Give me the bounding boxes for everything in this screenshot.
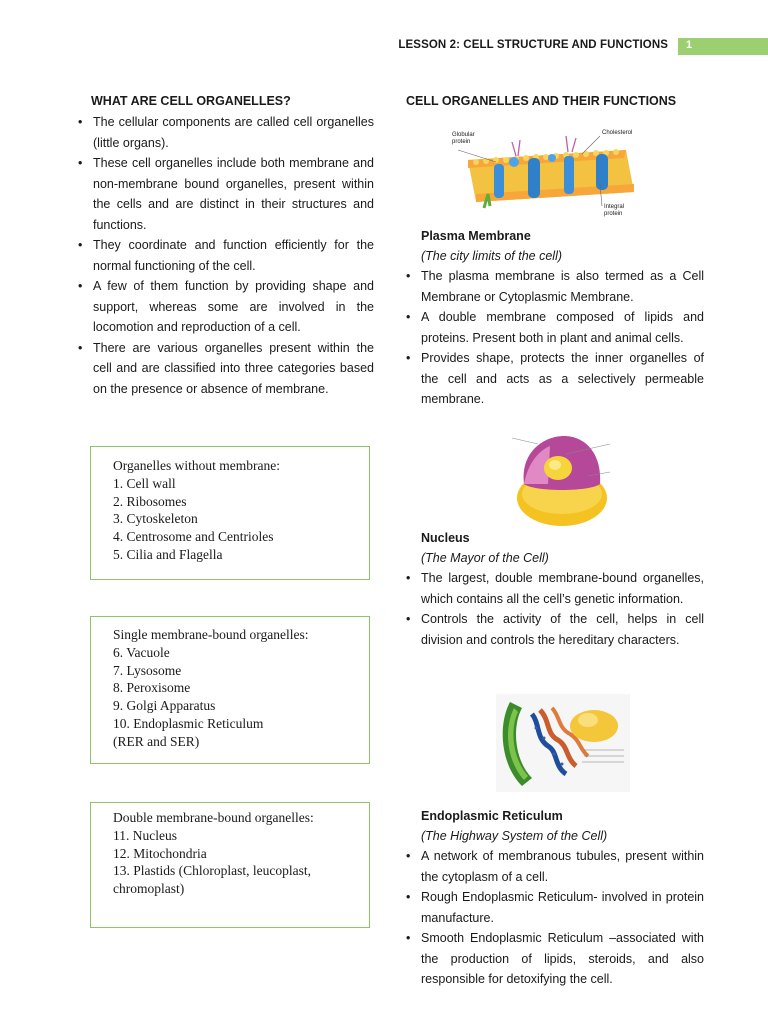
page-header bbox=[0, 36, 768, 56]
section-title: Nucleus bbox=[421, 531, 470, 545]
list-item: • These cell organelles include both membrane and non-membrane bound organelles, present within the cells and are distinct in their structures and functions. bbox=[78, 153, 374, 235]
lesson-title: LESSON 2: CELL STRUCTURE AND FUNCTIONS bbox=[398, 39, 668, 51]
list-item: • Controls the activity of the cell, helps in cell division and controls the hereditary characters. bbox=[406, 609, 704, 650]
box-item: 1. Cell wall bbox=[113, 475, 176, 491]
list-item: • The cellular components are called cell organelles (little organs). bbox=[78, 112, 374, 153]
list-item: • Rough Endoplasmic Reticulum- involved in protein manufacture. bbox=[406, 887, 704, 928]
section-subtitle: (The Mayor of the Cell) bbox=[421, 551, 549, 565]
nucleus-figure bbox=[510, 432, 612, 530]
section-title: Endoplasmic Reticulum bbox=[421, 809, 563, 823]
box-item: 10. Endoplasmic Reticulum bbox=[113, 715, 264, 731]
integral-protein-label: Integral protein bbox=[604, 204, 625, 217]
box-heading: Organelles without membrane: bbox=[113, 458, 280, 473]
list-item: • A few of them function by providing shape and support, whereas some are involved in the locomotion and reproduction of a cell. bbox=[78, 276, 374, 338]
box-item: 8. Peroxisome bbox=[113, 680, 191, 696]
box-item: 11. Nucleus bbox=[113, 827, 177, 843]
list-item: • Provides shape, protects the inner organelles of the cell and acts as a selectively permeable membrane. bbox=[406, 348, 704, 410]
box-item: 12. Mitochondria bbox=[113, 845, 207, 861]
er-figure bbox=[496, 694, 630, 792]
box-item: (RER and SER) bbox=[113, 733, 200, 749]
box-item: 7. Lysosome bbox=[113, 662, 182, 678]
list-item: • There are various organelles present within the cell and are classified into three categories based on the presence or absence of membrane. bbox=[78, 338, 374, 400]
plasma-membrane-section bbox=[406, 226, 704, 410]
section-subtitle: (The Highway System of the Cell) bbox=[421, 829, 608, 843]
section-list bbox=[406, 846, 704, 990]
box-no-membrane bbox=[90, 446, 370, 580]
list-item: • The largest, double membrane-bound organelles, which contains all the cell’s genetic information. bbox=[406, 568, 704, 609]
box-double-membrane bbox=[90, 802, 370, 928]
box-item: 5. Cilia and Flagella bbox=[113, 546, 223, 562]
right-column bbox=[406, 94, 704, 112]
box-item: 3. Cytoskeleton bbox=[113, 511, 198, 527]
box-item: 13. Plastids (Chloroplast, leucoplast, bbox=[113, 863, 311, 879]
cholesterol-label: Cholesterol bbox=[602, 130, 633, 136]
left-heading: WHAT ARE CELL ORGANELLES? bbox=[91, 94, 291, 108]
box-item: chromoplast) bbox=[113, 881, 185, 897]
er-section bbox=[406, 806, 704, 990]
box-single-membrane bbox=[90, 616, 370, 764]
section-subtitle: (The city limits of the cell) bbox=[421, 249, 563, 263]
list-item: • They coordinate and function efficiently for the normal functioning of the cell. bbox=[78, 235, 374, 276]
page-number: 1 bbox=[686, 39, 693, 51]
plasma-membrane-figure bbox=[452, 122, 642, 222]
box-heading: Double membrane-bound organelles: bbox=[113, 810, 314, 825]
list-item: • Smooth Endoplasmic Reticulum –associated with the production of lipids, steroids, and also responsible for detoxifying the cell. bbox=[406, 928, 704, 990]
list-item: • A double membrane composed of lipids and proteins. Present both in plant and animal cells. bbox=[406, 307, 704, 348]
nucleus-section bbox=[406, 528, 704, 650]
right-heading: CELL ORGANELLES AND THEIR FUNCTIONS bbox=[406, 94, 677, 108]
list-item: • A network of membranous tubules, present within the cytoplasm of a cell. bbox=[406, 846, 704, 887]
globular-protein-label: Globular protein bbox=[452, 132, 475, 145]
section-list bbox=[406, 266, 704, 410]
list-item: • The plasma membrane is also termed as a Cell Membrane or Cytoplasmic Membrane. bbox=[406, 266, 704, 307]
box-item: 2. Ribosomes bbox=[113, 493, 187, 509]
nucleus-illustration bbox=[510, 432, 612, 530]
left-column bbox=[78, 94, 374, 399]
section-list bbox=[406, 568, 704, 650]
page-number-bar bbox=[678, 38, 768, 55]
endoplasmic-reticulum-illustration bbox=[496, 694, 630, 792]
box-heading: Single membrane-bound organelles: bbox=[113, 627, 309, 642]
box-item: 9. Golgi Apparatus bbox=[113, 698, 216, 714]
section-title: Plasma Membrane bbox=[421, 229, 531, 243]
intro-list bbox=[78, 112, 374, 399]
box-item: 6. Vacuole bbox=[113, 644, 170, 660]
box-item: 4. Centrosome and Centrioles bbox=[113, 529, 274, 545]
